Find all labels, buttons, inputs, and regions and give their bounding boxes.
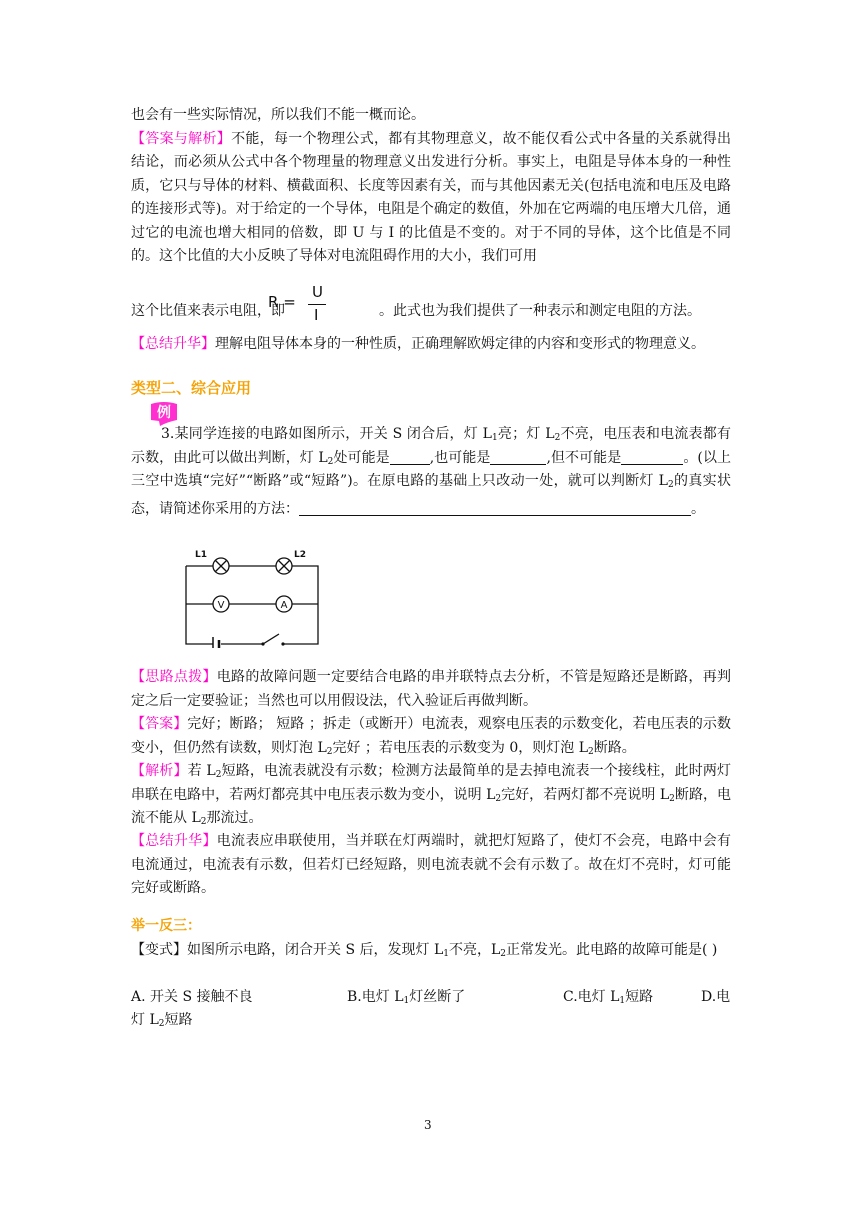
option-d-part2[interactable] <box>131 1012 192 1028</box>
q3-sub-4: 2 <box>667 480 674 490</box>
q3-text-i: 。 <box>691 500 705 517</box>
option-d-text-b: 灯 L <box>131 1012 159 1028</box>
answer-tag: 【答案】 <box>131 716 188 732</box>
q3-sub-2: 2 <box>554 433 561 443</box>
q3-blank-3[interactable] <box>621 450 683 465</box>
answer-analysis-tag: 【答案与解析】 <box>131 130 232 147</box>
analysis-text-c: 完好，若两灯都不亮说明 L <box>501 786 670 803</box>
resistance-formula <box>268 283 348 328</box>
option-b-sub: 1 <box>403 996 410 1006</box>
variant-options-row-2 <box>131 1009 731 1033</box>
switch-lever <box>263 634 279 644</box>
answer-sub-2: 2 <box>588 746 594 757</box>
variant-tag: 【变式】 <box>131 942 187 958</box>
hint-paragraph <box>131 666 731 713</box>
label-v: V <box>217 600 225 611</box>
hint-text: 电路的故障问题一定要结合电路的串并联特点去分析，不管是短路还是断路，再判定之后一定要验证；当然也可以用假设法，代入验证后再做判断。 <box>131 669 732 709</box>
formula-line-b: 。此式也为我们提供了一种表示和测定电阻的方法。 <box>379 303 701 319</box>
q3-text-c: 不亮，电压表和电流表都有示数，由此可以做出判断，灯 L <box>131 426 731 466</box>
answer-text-a: 完好；断路； 短路 ；拆走（或断开）电流表，观察电压表的示数变化，若电压表的示数变小，但仍然有读数，则灯泡 L <box>131 716 731 756</box>
label-l1: L1 <box>195 550 207 560</box>
q3-text-h: 的真实状态，请简述你采用的方法： <box>131 473 731 517</box>
answer-analysis-paragraph <box>131 104 731 269</box>
formula-numerator: U <box>312 283 323 301</box>
wire-left <box>186 566 213 644</box>
option-b-text-b: 灯丝断了 <box>409 989 466 1005</box>
variant-paren: ( ) <box>702 942 718 958</box>
variant-text-b: 不亮，L <box>448 942 501 958</box>
formula-line <box>131 300 731 324</box>
summary-1-tag: 【总结升华】 <box>131 336 215 352</box>
page-number: 3 <box>424 1118 432 1132</box>
summary-2-text: 电流表应串联使用，当并联在灯两端时，就把灯短路了，使灯不会亮，电路中会有电流通过，电流表有示数，但若灯已经短路，则电流表就不会有示数了。故在灯不亮时，灯可能完好或断路。 <box>131 833 732 896</box>
option-a[interactable]: A. 开关 S 接触不良 <box>131 989 253 1005</box>
option-c[interactable] <box>563 986 653 1010</box>
option-c-sub: 1 <box>619 996 626 1006</box>
q3-sub-1: 1 <box>491 433 498 443</box>
line0: 也会有一些实际情况，所以我们不能一概而论。 <box>131 107 425 123</box>
analysis-sub-1: 2 <box>215 770 222 780</box>
analysis-text-e: 那流过。 <box>206 810 263 826</box>
label-a: A <box>280 600 288 611</box>
variant-sub-2: 2 <box>500 949 507 959</box>
analysis-text-b: 短路，电流表就没有示数；检测方法最简单的是去掉电流表一个接线柱，此时两灯串联在电路中，若两灯都亮其中电压表示数为变小，说明 L <box>131 763 732 803</box>
variant-text-a: 如图所示电路，闭合开关 S 后，发现灯 L <box>187 942 444 958</box>
q3-text-e: ,也可能是 <box>429 449 491 466</box>
battery-icon <box>213 637 219 648</box>
q3-text-b: 亮；灯 L <box>497 426 555 442</box>
formula-line-a: 这个比值来表示电阻，即 <box>131 303 285 319</box>
q3-text-a: 3.某同学连接的电路如图所示，开关 S 闭合后，灯 L <box>161 426 492 442</box>
answer-analysis-body <box>131 128 731 269</box>
variant-text-c: 正常发光。此电路的故障可能是 <box>506 942 703 958</box>
q3-sub-3: 2 <box>327 456 334 467</box>
example-badge-label: 例 <box>157 405 171 421</box>
label-l2: L2 <box>294 550 306 560</box>
option-d-part1[interactable]: D.电 <box>701 989 731 1005</box>
analysis-text-d: 断路，电流不能从 L <box>131 786 732 826</box>
formula-denominator: I <box>314 306 319 324</box>
option-c-text-b: 短路 <box>625 989 654 1005</box>
q3-blank-2[interactable] <box>490 450 546 465</box>
option-c-text-a: C.电灯 L <box>563 989 620 1005</box>
analysis-text-a: 若 L <box>187 763 216 779</box>
option-b-text-a: B.电灯 L <box>347 989 404 1005</box>
option-d-sub: 2 <box>158 1019 165 1029</box>
summary-2-tag: 【总结升华】 <box>131 833 217 849</box>
q3-blank-4[interactable] <box>299 501 691 516</box>
wire-top <box>186 566 318 644</box>
answer-analysis-text: 不能，每一个物理公式，都有其物理意义，故不能仅看公式中各量的关系就得出结论，而必须从公式中各个物理量的物理意义出发进行分析。事实上，电阻是导体本身的一种性质，它只与导体的材料、横截面积、长度等因素有关，而与其他因素无关(包括电流和电压及电路的连接形式等)。对于给定的一个导体，电阻是个确定的数值，外加在它两端的电压增大几倍，通过它的电流也增大相同的倍数，即 U 与 I 的比值是不变的。对于不同的导体，这个比值是不同的。这个比值的大小反映了导体对电流阻碍作用的大小，我们可用 <box>131 130 732 264</box>
section-2-title: 类型二、综合应用 <box>131 379 252 397</box>
q3-text-d: 处可能是 <box>333 449 390 466</box>
summary-1 <box>131 333 731 357</box>
switch-pivot <box>261 642 264 645</box>
analysis-tag: 【解析】 <box>131 763 188 779</box>
analysis-paragraph <box>131 760 731 831</box>
variant-sub-1: 1 <box>443 949 449 959</box>
answer-text-b: 完好 ；若电压表的示数变为 0，则灯泡 L <box>332 739 589 756</box>
q3-text-f: ,但不可能是 <box>546 449 622 466</box>
analysis-sub-3: 2 <box>669 793 675 804</box>
summary-2 <box>131 830 731 901</box>
switch-contact <box>281 642 284 645</box>
practice-title: 举一反三： <box>131 918 201 934</box>
hint-tag: 【思路点拨】 <box>131 669 217 685</box>
answer-sub-1: 2 <box>326 746 333 757</box>
analysis-sub-2: 2 <box>495 793 502 804</box>
question-3 <box>131 423 731 521</box>
q3-text-g: 。(以上三空中选填“完好”“断路”或“短路”)。在原电路的基础上只改动一处，就可以判断灯 L <box>131 449 732 489</box>
answer-text-c: 断路。 <box>593 739 636 756</box>
analysis-sub-4: 2 <box>200 817 207 827</box>
option-d-text-c: 短路 <box>164 1012 193 1028</box>
circuit-diagram <box>183 546 321 648</box>
fraction-bar <box>308 304 326 305</box>
q3-blank-1[interactable] <box>390 450 430 465</box>
formula-lhs: R = <box>268 293 296 311</box>
answer-paragraph <box>131 713 731 760</box>
variant-question <box>131 939 731 963</box>
summary-1-text: 理解电阻导体本身的一种性质，正确理解欧姆定律的内容和变形式的物理意义。 <box>215 336 705 352</box>
option-b[interactable] <box>347 986 465 1010</box>
